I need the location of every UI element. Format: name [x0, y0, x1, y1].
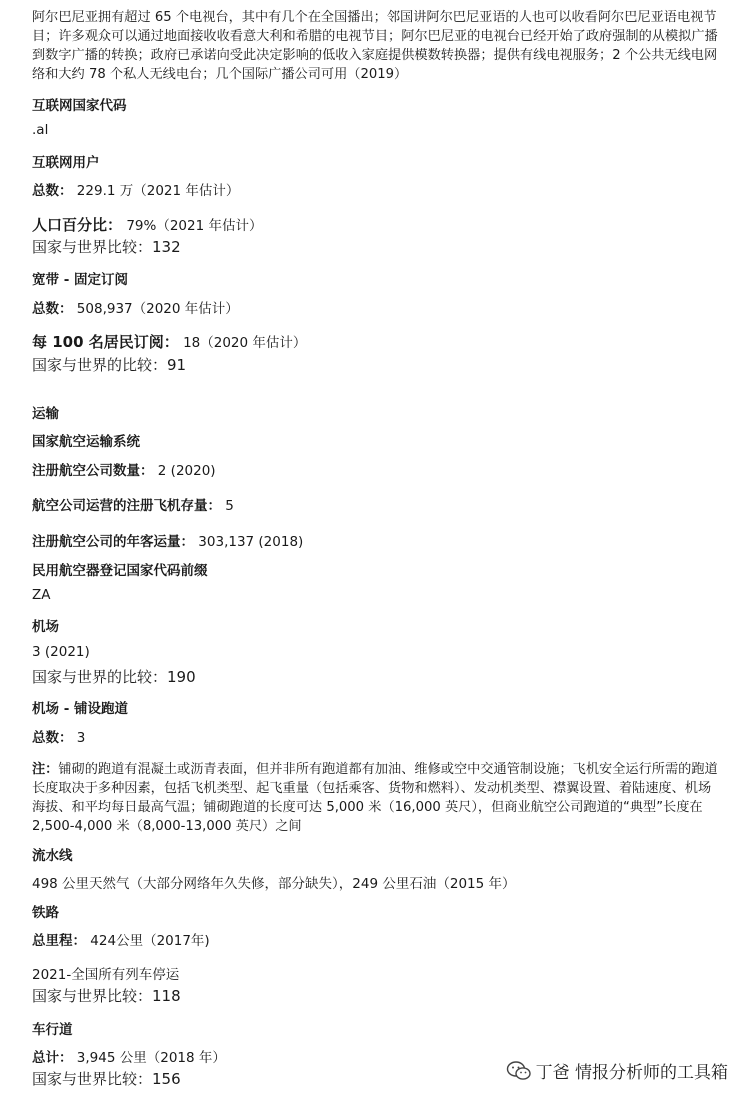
watermark-text: 丁爸 情报分析师的工具箱	[535, 1063, 728, 1083]
railways-comparison: 国家与世界比较：118	[32, 987, 181, 1005]
wechat-icon	[506, 1060, 532, 1082]
internet-code-value: .al	[32, 122, 49, 138]
internet-users-heading: 互联网用户	[32, 155, 100, 171]
airports-comparison: 国家与世界的比较：190	[32, 668, 196, 686]
roadways-comparison: 国家与世界比较：156	[32, 1070, 181, 1088]
field-label: 总数：	[32, 301, 73, 317]
field-label: 航空公司运营的注册飞机存量：	[32, 498, 221, 514]
air-system-heading: 国家航空运输系统	[32, 434, 140, 450]
paved-runways-note	[32, 760, 722, 836]
field-value: 2 (2020)	[157, 463, 216, 479]
field-value: 79%（2021 年估计）	[126, 218, 263, 234]
aircraft-prefix-heading: 民用航空器登记国家代码前缀	[32, 563, 208, 579]
internet-users-comparison: 国家与世界比较：132	[32, 238, 181, 256]
aircraft-fleet	[32, 494, 722, 514]
field-value: 303,137 (2018)	[198, 534, 304, 550]
roadways-heading: 车行道	[32, 1022, 73, 1038]
field-value: 229.1 万（2021 年估计）	[76, 183, 240, 199]
transport-heading: 运输	[32, 406, 59, 422]
broadcast-paragraph: 阿尔巴尼亚拥有超过 65 个电视台，其中有几个在全国播出；邻国讲阿尔巴尼亚语的人也可以收看阿尔巴尼亚语电视节目；许多观众可以通过地面接收收看意大利和希腊的电视节目；阿尔巴尼亚的电视台已经开始了政府强制的从模拟广播到数字广播的转换；政府已承诺向受此决定影响的低收入家庭提供模数转换器；提供有线电视服务；2 个公共无线电网络和大约 78 个私人无线电台；几个国际广播公司可用（2019）	[32, 10, 718, 82]
watermark	[506, 1058, 728, 1083]
broadband-total	[32, 297, 722, 317]
note-label: 注：	[32, 762, 59, 777]
annual-passengers	[32, 530, 722, 550]
internet-code-heading: 互联网国家代码	[32, 98, 127, 114]
field-label: 人口百分比：	[32, 216, 123, 234]
airports-value: 3 (2021)	[32, 644, 90, 660]
registered-carriers	[32, 459, 722, 479]
field-label: 注册航空公司数量：	[32, 463, 154, 479]
field-value: 18（2020 年估计）	[183, 335, 307, 351]
paved-runways-heading: 机场 - 铺设跑道	[32, 701, 129, 717]
field-label: 注册航空公司的年客运量：	[32, 534, 194, 550]
field-label: 每 100 名居民订阅：	[32, 333, 179, 351]
railways-total	[32, 929, 722, 949]
field-value: 424公里（2017年)	[90, 933, 210, 949]
paved-runways-total	[32, 726, 722, 746]
field-value: 508,937（2020 年估计）	[76, 301, 239, 317]
airports-heading: 机场	[32, 619, 59, 635]
field-value: 5	[225, 498, 234, 514]
pipelines-heading: 流水线	[32, 848, 73, 864]
broadband-heading: 宽带 - 固定订阅	[32, 272, 129, 288]
railways-heading: 铁路	[32, 905, 59, 921]
field-label: 总数：	[32, 183, 73, 199]
field-label: 总计：	[32, 1050, 73, 1066]
broadband-per100	[32, 331, 722, 352]
field-label: 总数：	[32, 730, 73, 746]
field-label: 总里程：	[32, 933, 86, 949]
internet-users-total	[32, 179, 722, 199]
field-value: 3	[76, 730, 86, 746]
field-value: 3,945 公里（2018 年）	[76, 1050, 226, 1066]
note-text: 铺砌的跑道有混凝土或沥青表面，但并非所有跑道都有加油、维修或空中交通管制设施；飞机安全运行所需的跑道长度取决于多种因素，包括飞机类型、起飞重量（包括乘客、货物和燃料）、发动机类型、襟翼设置、着陆速度、机场海拔、和平均每日最高气温；铺砌跑道的长度可达 5,000 米（16,000 英尺），但商业航空公司跑道的“典型”长度在 2,500-4,000 米（8,000-13,000 英尺）之间	[32, 762, 718, 834]
railways-note: 2021-全国所有列车停运	[32, 967, 180, 983]
internet-users-percent	[32, 214, 722, 235]
pipelines-value: 498 公里天然气（大部分网络年久失修，部分缺失），249 公里石油（2015 年）	[32, 876, 516, 892]
aircraft-prefix-value: ZA	[32, 587, 51, 603]
broadband-comparison: 国家与世界的比较：91	[32, 356, 187, 374]
